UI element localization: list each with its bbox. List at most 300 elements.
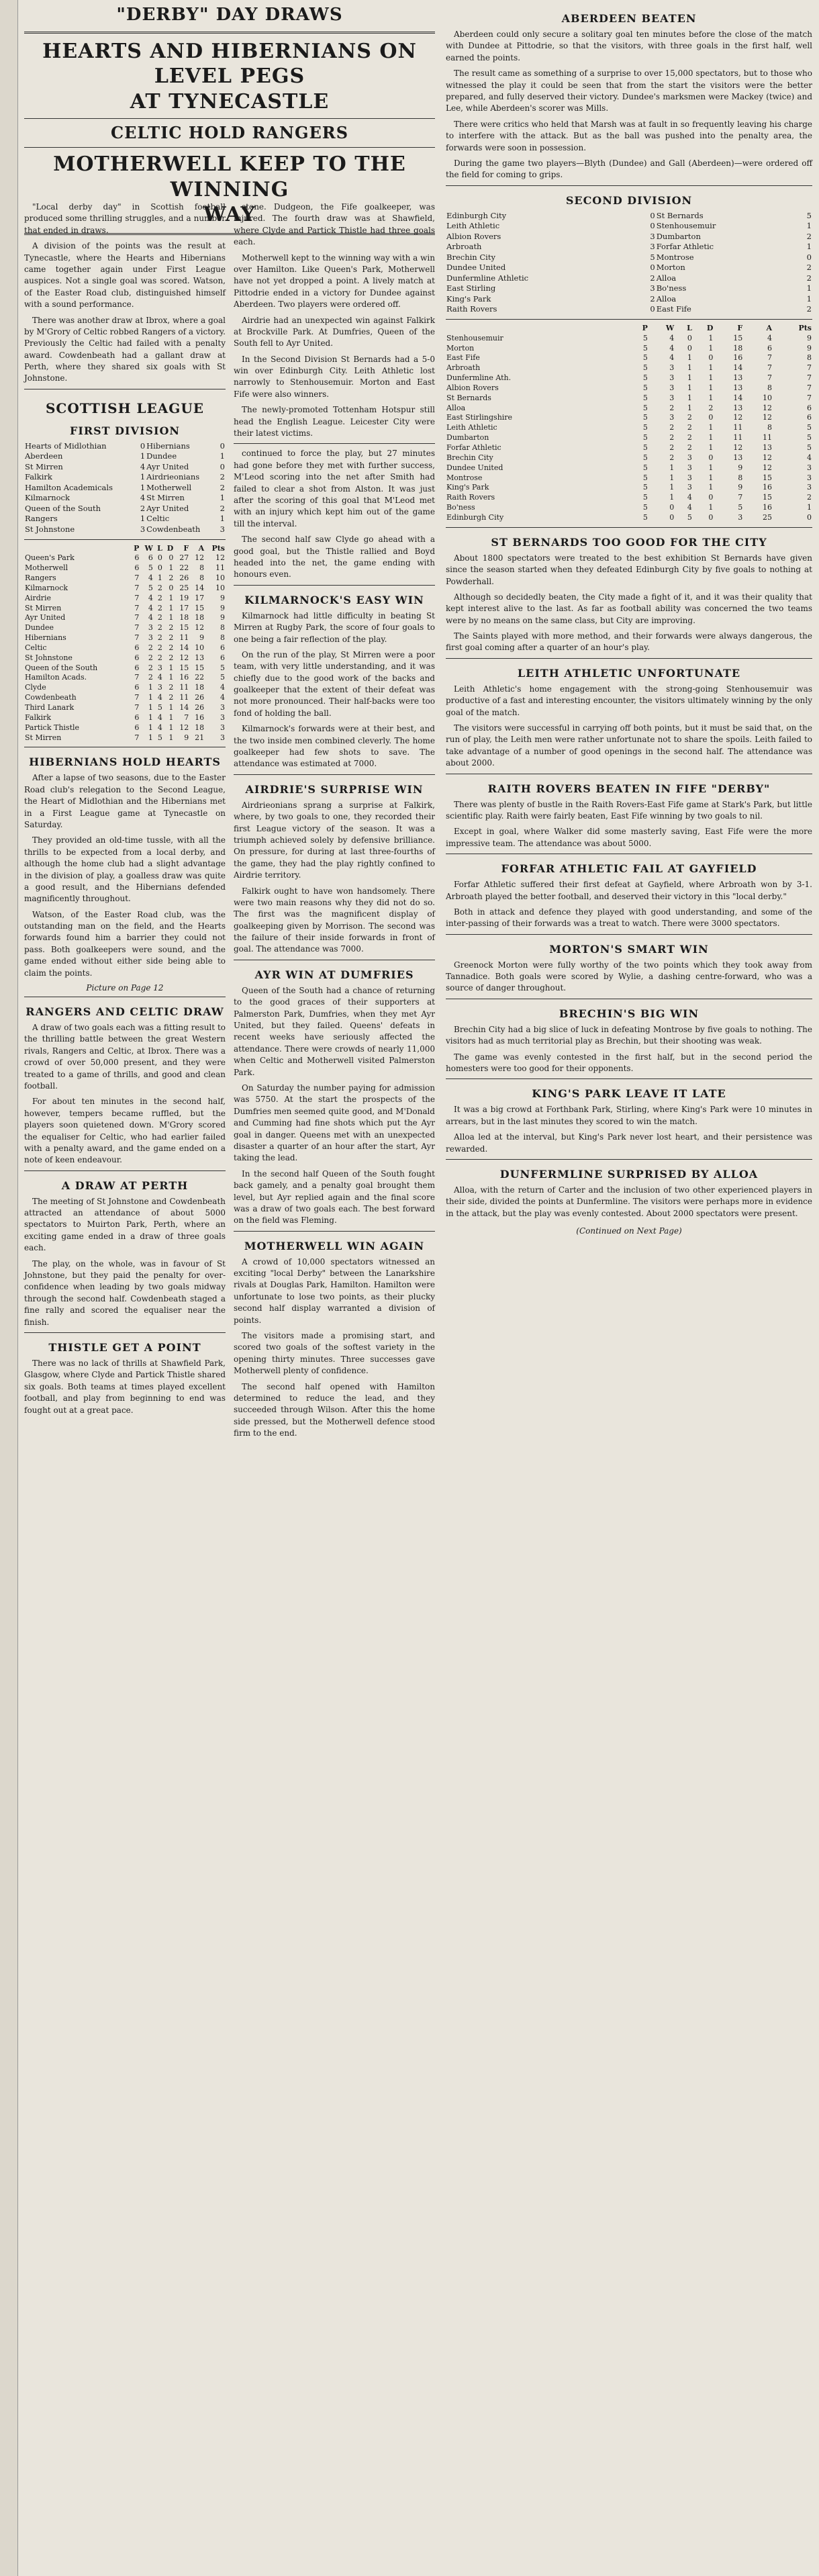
column-header: Pts	[211, 543, 225, 553]
aberdeen-story	[446, 29, 812, 181]
story-para: The second half opened with Hamilton determined to reduce the lead, and they succeeded through Wilson. After this the home side pressed, but the Motherwell defence stood firm to the end.	[234, 1381, 435, 1438]
away-team: Montrose	[656, 252, 694, 262]
stat-cell: 9	[220, 593, 225, 602]
stat-cell: 2	[168, 653, 174, 662]
home-team: Hamilton Academicals	[25, 482, 113, 492]
stat-cell: 7	[134, 633, 140, 643]
stat-cell: 4	[220, 683, 225, 692]
result-row	[446, 263, 812, 273]
stat-cell: 7	[807, 373, 812, 383]
morton-story	[446, 960, 812, 995]
team-name: King's Park	[446, 483, 489, 492]
story-para: Motherwell kept to the winning way with a win over Hamilton. Like Queen's Park, Motherwell have not yet dropped a point. A lively match at Pittodrie ended in a victory for Dundee against Aberdeen. Two players were ordered off.	[234, 252, 435, 310]
story-title: LEITH ATHLETIC UNFORTUNATE	[517, 666, 741, 680]
stat-cell: 7	[134, 613, 140, 623]
stat-cell: 9	[807, 343, 812, 353]
stat-cell: 10	[195, 643, 205, 652]
stat-cell: 3	[148, 633, 153, 643]
first-division-table	[24, 544, 226, 743]
home-team: St Mirren	[25, 461, 63, 471]
leith-story	[446, 684, 812, 770]
story-para: The game was evenly contested in the first half, but in the second period the homesters were too good for their opponents.	[446, 1052, 812, 1074]
divider	[24, 1332, 226, 1333]
stat-cell: 1	[708, 393, 714, 402]
home-team: Hearts of Midlothian	[25, 441, 107, 451]
team-name: Hamilton Acads.	[25, 673, 87, 682]
team-name: St Johnstone	[25, 653, 73, 662]
stat-cell: 6	[767, 343, 772, 353]
table-row	[24, 573, 226, 584]
stat-cell: 15	[195, 603, 205, 612]
stat-cell: 22	[195, 673, 205, 682]
away-score: 1	[220, 451, 225, 461]
stat-cell: 11	[215, 563, 225, 573]
stat-cell: 7	[134, 593, 140, 602]
stat-cell: 3	[148, 623, 153, 633]
table-row	[446, 373, 812, 383]
result-row	[446, 294, 812, 305]
stat-cell: 1	[669, 493, 675, 502]
story-para: A crowd of 10,000 spectators witnessed an exciting "local Derby" between the Lanarkshire rivals at Douglas Park, Hamilton. Hamilton were unfortunate to lose two points, as their plucky second half display warranted a division of points.	[234, 1256, 435, 1325]
stat-cell: 3	[220, 712, 225, 722]
stat-cell: 1	[168, 563, 174, 573]
table-row	[24, 643, 226, 653]
headline-line4: MOTHERWELL KEEP TO THE WINNING	[53, 152, 406, 201]
story-para: They provided an old-time tussle, with all the thrills to be expected from a local derby, and although the home club had a slight advantage in the division of play, a goalless draw was quite a good result, and the Hibernians defended magnificently throughout.	[24, 835, 226, 904]
table-row	[24, 594, 226, 604]
stat-cell: 4	[220, 693, 225, 702]
motherwell-story	[234, 1256, 435, 1440]
home-team: Leith Athletic	[446, 221, 500, 231]
stat-cell: 11	[733, 433, 743, 443]
team-name: Edinburgh City	[446, 512, 504, 522]
story-title: AYR WIN AT DUMFRIES	[254, 968, 414, 981]
away-team: Dumbarton	[656, 231, 701, 241]
column-header	[24, 544, 130, 554]
away-team: Bo'ness	[656, 283, 687, 293]
stat-cell: 0	[669, 512, 675, 522]
divider	[24, 32, 435, 34]
stat-cell: 1	[687, 383, 692, 392]
home-score: 1	[140, 451, 146, 461]
home-score: 2	[650, 293, 655, 304]
team-name: Albion Rovers	[446, 383, 499, 392]
column-header: W	[665, 323, 675, 332]
stat-cell: 5	[807, 423, 812, 432]
away-score: 1	[806, 242, 812, 252]
team-name: Brechin City	[446, 453, 493, 462]
home-score: 3	[650, 242, 655, 252]
away-team: Dundee	[146, 451, 177, 461]
table-row	[24, 604, 226, 614]
team-name: St Bernards	[446, 393, 491, 402]
divider	[446, 934, 812, 935]
stat-cell: 5	[157, 733, 162, 742]
story-para: The newly-promoted Tottenham Hotspur still head the English League. Leicester City were their latest victims.	[234, 405, 435, 439]
away-score: 3	[220, 524, 225, 534]
stat-cell: 4	[669, 353, 675, 363]
stat-cell: 26	[195, 693, 205, 702]
result-row	[446, 232, 812, 242]
home-team: Kilmarnock	[25, 493, 70, 503]
stat-cell: 10	[215, 573, 225, 583]
home-score: 0	[650, 263, 655, 273]
stat-cell: 25	[762, 512, 772, 522]
stat-cell: 1	[168, 663, 174, 672]
stat-cell: 12	[762, 413, 772, 422]
stat-cell: 3	[687, 473, 692, 482]
stat-cell: 14	[733, 393, 743, 402]
table-row	[446, 363, 812, 373]
story-para: Watson, of the Easter Road club, was the outstanding man on the field, and the Hearts forwards found him a barrier they could not pass. Both goalkeepers were sound, and the game ended without either side being able to claim the points.	[24, 909, 226, 978]
divider	[234, 443, 435, 444]
story-title: MOTHERWELL WIN AGAIN	[244, 1239, 425, 1252]
team-name: Dunfermline Ath.	[446, 373, 512, 383]
story-title: FORFAR ATHLETIC FAIL AT GAYFIELD	[501, 862, 757, 876]
stat-cell: 13	[733, 383, 743, 392]
stat-cell: 2	[157, 643, 162, 652]
dunfermline-story	[446, 1185, 812, 1220]
divider	[24, 118, 435, 119]
story-para: Falkirk ought to have won handsomely. There were two main reasons why they did not do so. The first was the magnificent display of goalkeeping given by Morrison. The second was the failure of their inside forwards in front of goal. The attendance was 7000.	[234, 886, 435, 954]
away-team: Airdrieonians	[146, 472, 200, 482]
stat-cell: 4	[669, 343, 675, 353]
stat-cell: 0	[669, 503, 675, 512]
table-header-row	[24, 544, 226, 554]
stat-cell: 2	[687, 433, 692, 443]
team-name: East Stirlingshire	[446, 413, 513, 422]
home-team: Edinburgh City	[446, 210, 507, 220]
airdrie-story	[234, 800, 435, 956]
table-row	[24, 623, 226, 633]
stat-cell: 5	[642, 443, 648, 452]
stat-cell: 2	[687, 423, 692, 432]
column-header: D	[706, 323, 714, 332]
table-row	[24, 613, 226, 623]
stat-cell: 9	[184, 733, 189, 742]
stat-cell: 18	[179, 613, 189, 623]
stat-cell: 1	[708, 443, 714, 452]
stat-cell: 7	[134, 673, 140, 682]
home-score: 1	[140, 482, 146, 492]
stat-cell: 2	[669, 443, 675, 452]
divider	[234, 585, 435, 586]
away-score: 1	[806, 293, 812, 304]
story-para: Alloa, with the return of Carter and the inclusion of two other experienced players in their side, divided the points at Dunfermline. The visitors were perhaps more in evidence in the attack, but the play was evenly contested. About 2000 spectators were present.	[446, 1185, 812, 1218]
story-title: ST BERNARDS TOO GOOD FOR THE CITY	[491, 535, 767, 549]
stat-cell: 3	[157, 683, 162, 692]
stat-cell: 0	[168, 583, 174, 592]
stat-cell: 7	[134, 603, 140, 612]
stat-cell: 1	[148, 683, 153, 692]
stat-cell: 1	[708, 503, 714, 512]
table-row	[24, 733, 226, 743]
stat-cell: 13	[733, 373, 743, 383]
away-team: Ayr United	[146, 461, 189, 471]
table-row	[446, 344, 812, 354]
stat-cell: 8	[767, 383, 772, 392]
stat-cell: 6	[807, 413, 812, 422]
table-row	[446, 463, 812, 473]
stat-cell: 10	[762, 393, 772, 402]
stat-cell: 1	[148, 703, 153, 712]
away-score: 2	[220, 472, 225, 482]
stat-cell: 5	[642, 343, 648, 353]
rangers-celtic-story	[24, 1022, 226, 1166]
story-para: A draw of two goals each was a fitting result to the thrilling battle between the great Western rivals, Rangers and Celtic, at Ibrox. There was a crowd of over 50,000 present, and they were treated to a game of thrills, and good and clean football.	[24, 1023, 226, 1091]
stat-cell: 7	[767, 353, 772, 363]
stat-cell: 15	[195, 663, 205, 672]
stat-cell: 8	[199, 573, 205, 583]
away-score: 1	[220, 493, 225, 503]
table-row	[446, 513, 812, 523]
home-score: 2	[140, 503, 146, 513]
story-para: The play, on the whole, was in favour of St Johnstone, but they paid the penalty for over-confidence when leading by two goals midway through the second half. Cowdenbeath staged a fine rally and scored the equaliser near the finish.	[24, 1258, 226, 1327]
perth-story	[24, 1196, 226, 1328]
stat-cell: 12	[195, 623, 205, 633]
intro-para: A division of the points was the result at Tynecastle, where the Hearts and Hibernians came together again under First League auspices. Not a single goal was scored. Watson, of the Easter Road club, distinguished himself with a sound performance.	[24, 241, 226, 310]
home-team: Raith Rovers	[446, 304, 497, 314]
stat-cell: 1	[807, 503, 812, 512]
team-name: Dundee United	[446, 463, 503, 472]
team-name: Clyde	[25, 683, 46, 692]
column-header: P	[134, 543, 140, 553]
stat-cell: 11	[733, 423, 743, 432]
home-score: 1	[140, 514, 146, 524]
stat-cell: 5	[642, 413, 648, 422]
stat-cell: 6	[134, 563, 140, 573]
stat-cell: 6	[220, 653, 225, 662]
home-team: Queen of the South	[25, 503, 101, 513]
stat-cell: 1	[168, 613, 174, 623]
stat-cell: 5	[148, 583, 153, 592]
story-para: Kilmarnock's forwards were at their best, and the two inside men combined cleverly. The home goalkeeper had few shots to save. The attendance was estimated at 7000.	[234, 724, 435, 769]
stat-cell: 1	[669, 463, 675, 472]
stat-cell: 15	[762, 493, 772, 502]
stat-cell: 4	[157, 673, 162, 682]
brechin-story	[446, 1024, 812, 1075]
away-score: 1	[220, 514, 225, 524]
away-team: Ayr United	[146, 503, 189, 513]
team-name: Bo'ness	[446, 503, 475, 512]
stat-cell: 5	[642, 512, 648, 522]
home-score: 3	[140, 524, 146, 534]
stat-cell: 3	[669, 413, 675, 422]
stat-cell: 7	[807, 393, 812, 402]
home-team: Brechin City	[446, 252, 495, 262]
stat-cell: 8	[807, 353, 812, 363]
home-score: 4	[140, 461, 146, 471]
stat-cell: 0	[807, 512, 812, 522]
home-score: 2	[650, 273, 655, 283]
home-team: King's Park	[446, 293, 491, 304]
result-row	[446, 304, 812, 315]
stat-cell: 0	[168, 553, 174, 563]
stat-cell: 5	[220, 673, 225, 682]
stat-cell: 1	[168, 593, 174, 602]
stat-cell: 26	[179, 573, 189, 583]
story-para: Although so decidedly beaten, the City made a fight of it, and it was their quality that kept interest alive to the last. As far as football ability was concerned the two teams were by no means on the same class, but City are improving.	[446, 592, 812, 625]
team-name: Forfar Athletic	[446, 443, 501, 452]
stat-cell: 9	[220, 613, 225, 623]
story-para: Except in goal, where Walker did some masterly saving, East Fife were the more impressive team. The attendance was about 5000.	[446, 827, 812, 848]
continued-note: (Continued on Next Page)	[576, 1226, 682, 1236]
second-division-results	[446, 211, 812, 315]
stat-cell: 12	[179, 723, 189, 732]
table-row	[446, 383, 812, 394]
away-score: 1	[806, 283, 812, 293]
stat-cell: 0	[708, 493, 714, 502]
story-title: BRECHIN'S BIG WIN	[559, 1007, 700, 1020]
stat-cell: 7	[134, 573, 140, 583]
away-team: Motherwell	[146, 482, 192, 492]
stat-cell: 7	[184, 712, 189, 722]
result-row	[24, 514, 226, 524]
stat-cell: 3	[807, 463, 812, 472]
team-name: Kilmarnock	[25, 583, 68, 592]
story-para: The second half saw Clyde go ahead with a good goal, but the Thistle rallied and Boyd headed into the net, the game ending with honours even.	[234, 535, 435, 580]
stat-cell: 2	[148, 663, 153, 672]
team-name: Rangers	[25, 573, 56, 583]
team-name: Ayr United	[25, 613, 66, 623]
stat-cell: 7	[807, 383, 812, 392]
stat-cell: 2	[708, 403, 714, 412]
story-para: Aberdeen could only secure a solitary goal ten minutes before the close of the match with Dundee at Pittodrie, so that the visitors, with three goals in the first half, well earned the points.	[446, 30, 812, 62]
stat-cell: 25	[179, 583, 189, 592]
story-title: ABERDEEN BEATEN	[561, 12, 697, 25]
result-row	[446, 252, 812, 263]
second-division-title: SECOND DIVISION	[565, 193, 693, 207]
away-score: 0	[220, 461, 225, 471]
stat-cell: 4	[687, 493, 692, 502]
divider	[24, 1170, 226, 1171]
stat-cell: 5	[642, 393, 648, 402]
stat-cell: 2	[669, 433, 675, 443]
stat-cell: 1	[168, 712, 174, 722]
stat-cell: 0	[708, 453, 714, 462]
stat-cell: 0	[708, 512, 714, 522]
stat-cell: 1	[708, 333, 714, 342]
stat-cell: 7	[134, 733, 140, 742]
home-score: 3	[650, 231, 655, 241]
stat-cell: 11	[179, 633, 189, 643]
st-bernards-story	[446, 553, 812, 654]
stat-cell: 11	[762, 433, 772, 443]
stat-cell: 1	[708, 383, 714, 392]
column-header	[446, 324, 630, 334]
stat-cell: 14	[179, 643, 189, 652]
divider	[446, 527, 812, 528]
column-header: A	[766, 323, 772, 332]
away-team: Celtic	[146, 514, 170, 524]
stat-cell: 10	[215, 583, 225, 592]
away-team: Alloa	[656, 273, 677, 283]
stat-cell: 11	[179, 693, 189, 702]
stat-cell: 15	[179, 623, 189, 633]
stat-cell: 4	[687, 503, 692, 512]
stat-cell: 2	[168, 683, 174, 692]
result-row	[24, 451, 226, 462]
team-name: Celtic	[25, 643, 47, 652]
stat-cell: 7	[134, 703, 140, 712]
away-team: Morton	[656, 263, 685, 273]
story-para: Airdrie had an unexpected win against Falkirk at Brockville Park. At Dumfries, Queen of the South fell to Ayr United.	[234, 315, 435, 349]
column-header: F	[737, 323, 743, 332]
stat-cell: 1	[708, 473, 714, 482]
home-score: 3	[650, 283, 655, 293]
table-row	[446, 503, 812, 513]
story-para: Queen of the South had a chance of returning to the good graces of their supporters at Palmerston Park, Dumfries, when they met Ayr United, but they failed. Queens' defeats in recent weeks have seriously affected the attendance. There were crowds of nearly 11,000 when Celtic and Motherwell visited Palmerston Park.	[234, 985, 435, 1077]
away-score: 2	[806, 273, 812, 283]
column-header: L	[157, 543, 162, 553]
stat-cell: 4	[148, 603, 153, 612]
team-name: Queen of the South	[25, 663, 98, 672]
story-para: Kilmarnock had little difficulty in beating St Mirren at Rugby Park, the score of four goals to one being a fair reflection of the play.	[234, 610, 435, 644]
stat-cell: 5	[642, 383, 648, 392]
result-row	[24, 441, 226, 452]
result-row	[24, 462, 226, 473]
divider	[24, 539, 226, 540]
table-row	[24, 663, 226, 674]
home-team: Dundee United	[446, 263, 506, 273]
away-score: 2	[806, 263, 812, 273]
team-name: East Fife	[446, 353, 480, 363]
stat-cell: 16	[195, 712, 205, 722]
first-division-title: FIRST DIVISION	[69, 424, 181, 437]
stat-cell: 12	[733, 443, 743, 452]
team-name: Airdrie	[25, 593, 52, 602]
stat-cell: 5	[220, 663, 225, 672]
stat-cell: 7	[807, 363, 812, 373]
column-header: W	[144, 543, 153, 553]
story-para: The visitors were successful in carrying off both points, but it must be said that, on the run of play, the Leith men were rather unfortunate not to share the spoils. Leith failed to take advantage of a number of good openings in the second half. The attendance was about 2000.	[446, 723, 812, 768]
stat-cell: 4	[157, 723, 162, 732]
stat-cell: 3	[807, 473, 812, 482]
stat-cell: 7	[134, 583, 140, 592]
headline-line1: HEARTS AND HIBERNIANS ON LEVEL PEGS	[42, 39, 417, 88]
table-row	[446, 453, 812, 463]
story-para: After a lapse of two seasons, due to the Easter Road club's relegation to the Second League, the Heart of Midlothian and the Hibernians met in a First League game at Tynecastle on Saturday.	[24, 773, 226, 829]
stat-cell: 6	[134, 723, 140, 732]
team-name: St Mirren	[25, 733, 62, 742]
away-score: 2	[220, 482, 225, 492]
story-para: On Saturday the number paying for admission was 5750. At the start the prospects of the Dumfries men seemed quite good, and M'Donald and Cumming had fine shots which put the Ayr goal in danger. Queens met with an unexpected disaster a quarter of an hour after the start, Ayr taking the lead.	[234, 1083, 435, 1163]
story-title: MORTON'S SMART WIN	[549, 942, 709, 956]
stat-cell: 9	[807, 333, 812, 342]
stat-cell: 6	[134, 653, 140, 662]
intro-continued	[234, 201, 435, 439]
section-title: SCOTTISH LEAGUE	[45, 400, 205, 416]
stat-cell: 5	[642, 503, 648, 512]
stat-cell: 16	[762, 483, 772, 492]
stat-cell: 1	[687, 363, 692, 373]
table-row	[24, 683, 226, 693]
stat-cell: 12	[179, 653, 189, 662]
stat-cell: 15	[762, 473, 772, 482]
story-para: Brechin City had a big slice of luck in defeating Montrose by five goals to nothing. The visitors had as much territorial play as Brechin, but their shooting was weak.	[446, 1024, 812, 1046]
team-name: Partick Thistle	[25, 723, 80, 732]
table-row	[446, 334, 812, 344]
team-name: Queen's Park	[25, 553, 75, 563]
stat-cell: 27	[179, 553, 189, 563]
stat-cell: 8	[738, 473, 743, 482]
stat-cell: 16	[762, 503, 772, 512]
stat-cell: 11	[179, 683, 189, 692]
stat-cell: 0	[157, 553, 162, 563]
thistle-continued	[234, 448, 435, 580]
stat-cell: 4	[669, 333, 675, 342]
stat-cell: 1	[148, 723, 153, 732]
